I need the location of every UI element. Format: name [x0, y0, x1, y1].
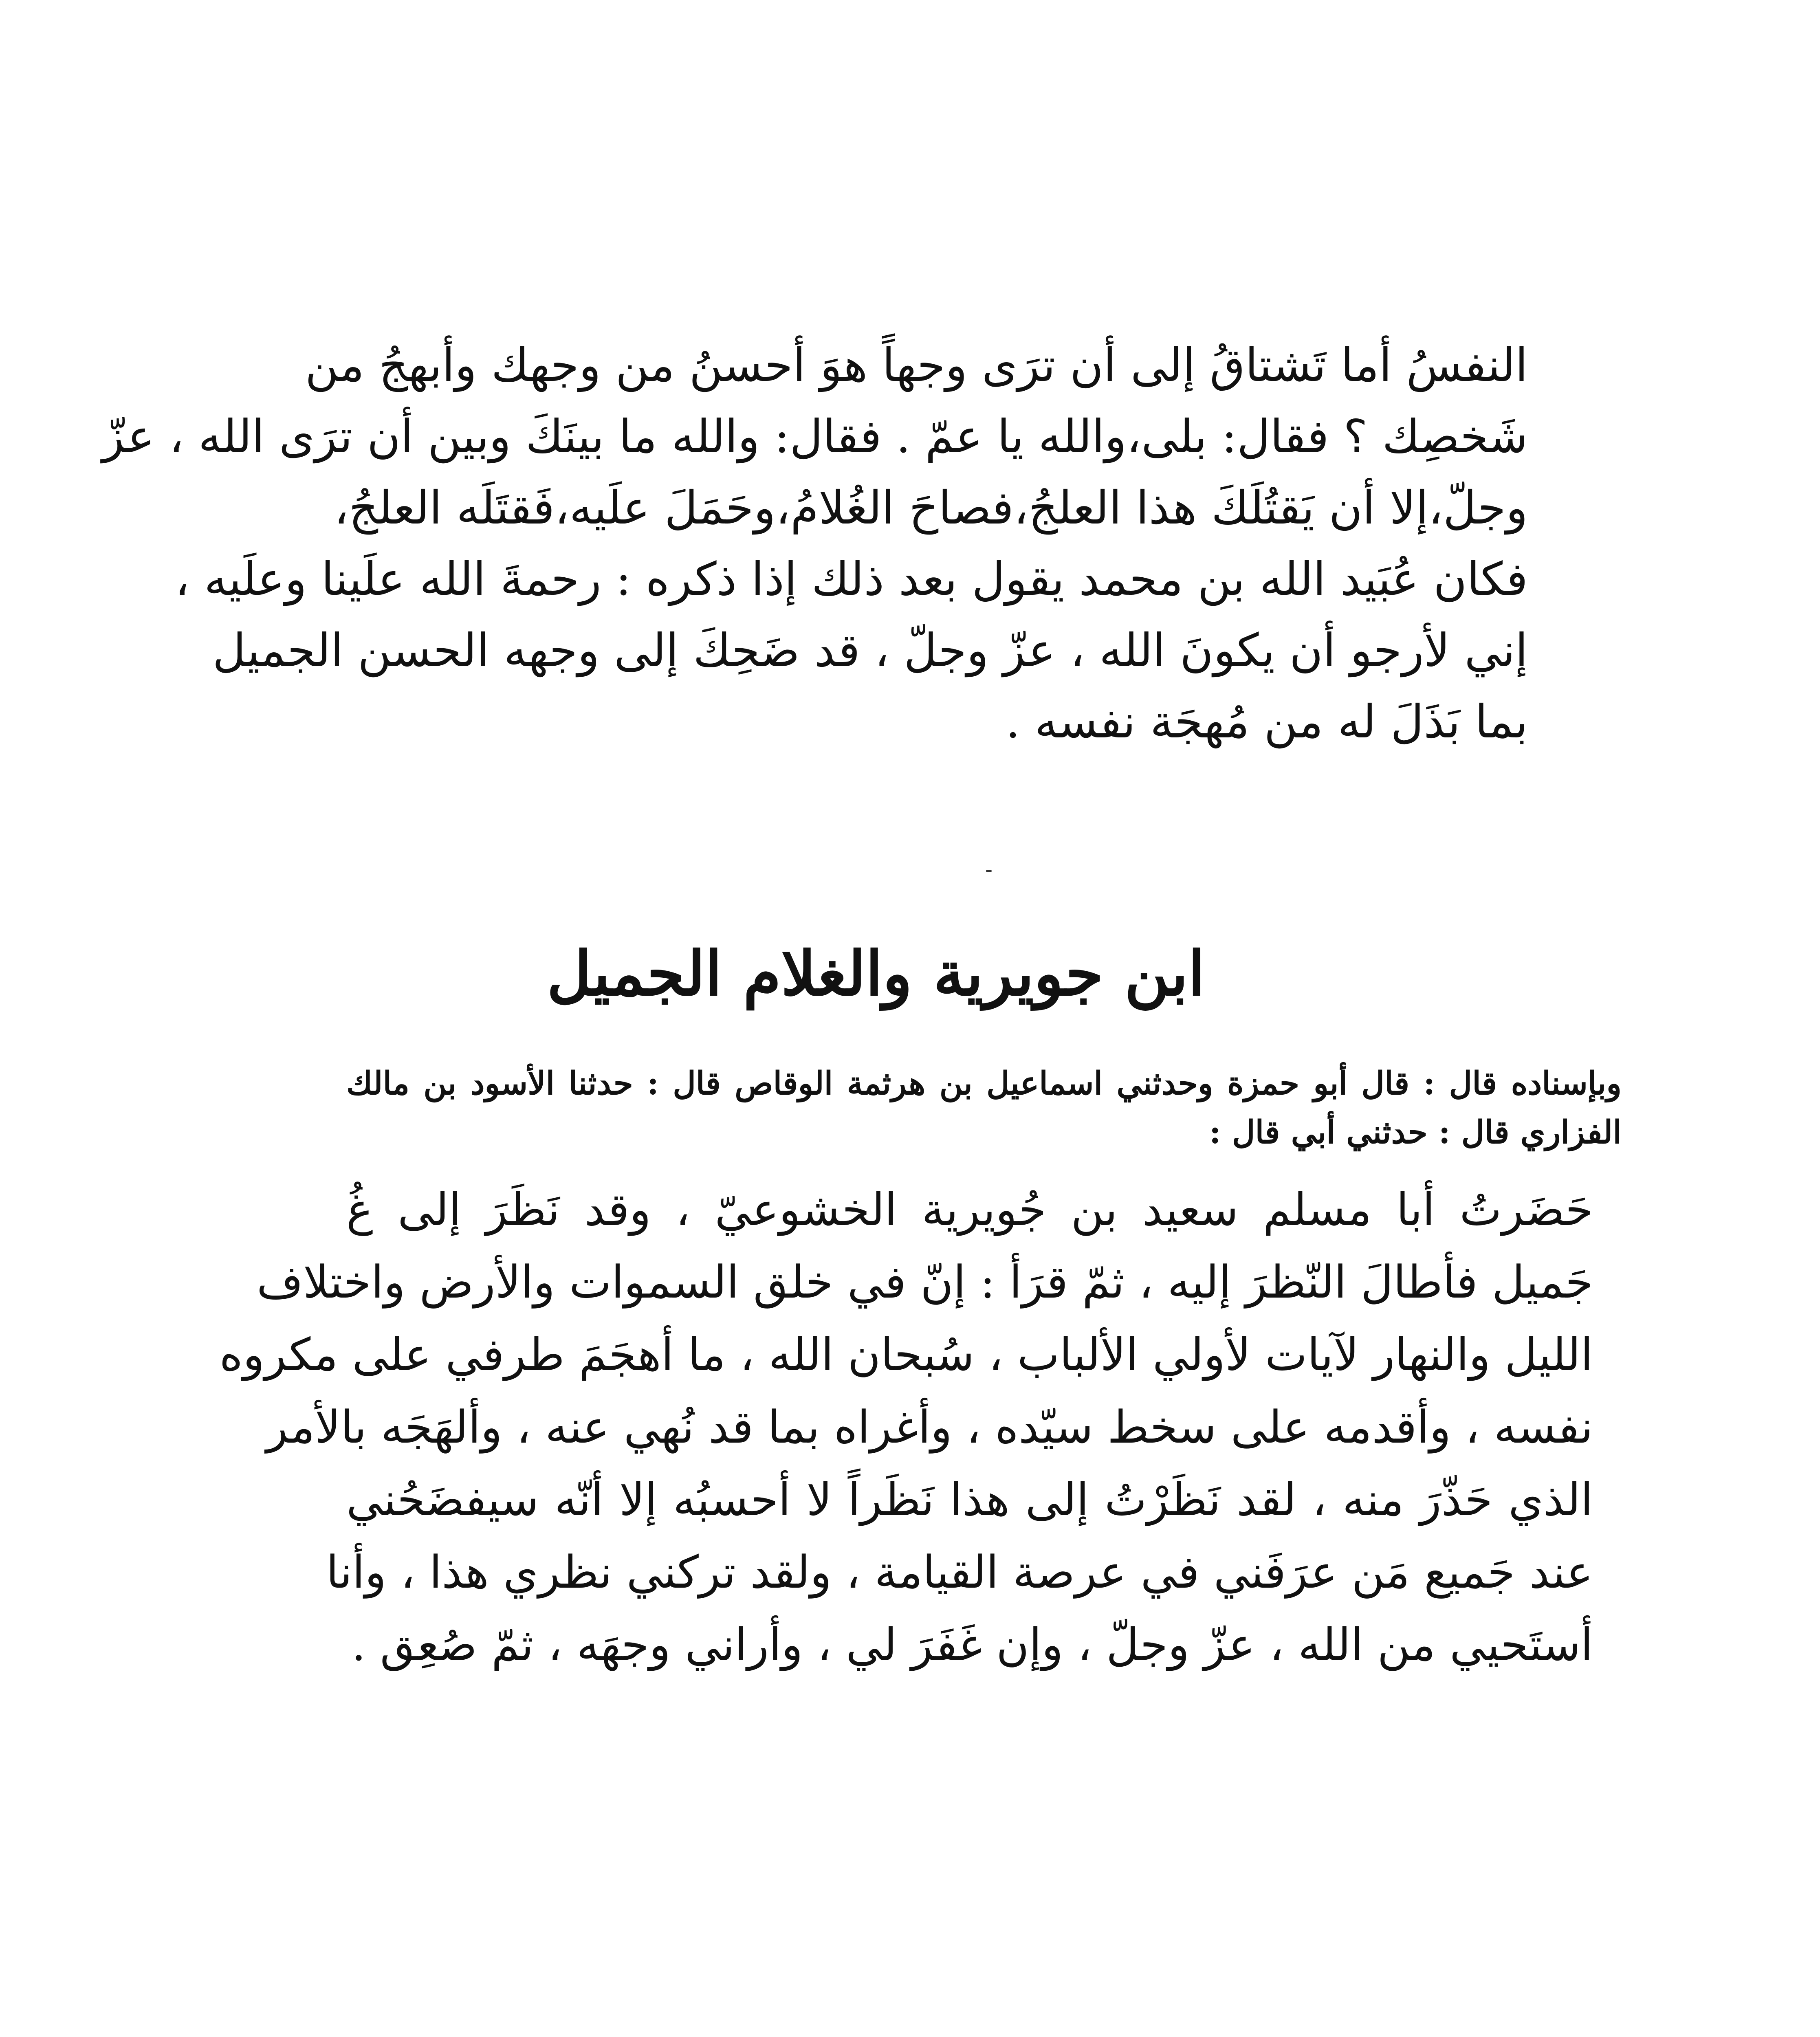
- text-line: الليل والنهار لآيات لأولي الألباب ، سُبحان الله ، ما أهجَمَ طرفي على مكروه: [219, 1329, 1593, 1381]
- text-line: وجلّ،إلا أن يَقتُلَكَ هذا العلجُ،فصاحَ الغُلامُ،وحَمَلَ علَيه،فَقتَلَه العلجُ،: [334, 482, 1528, 535]
- isnad-line: الفزاري قال : حدثني أبي قال :: [1209, 1114, 1622, 1151]
- isnad-chain: [346, 1059, 1622, 1157]
- section-title: ابن جويرية والغلام الجميل: [547, 938, 1205, 1010]
- story-paragraph: [219, 1173, 1593, 1681]
- text-line: حَضَرتُ أبا مسلم سعيد بن جُويرية الخشوعيّ ، وقد نَظَرَ إلى غُ: [346, 1183, 1593, 1236]
- isnad-line: وبإسناده قال : قال أبو حمزة وحدثني اسماعيل بن هرثمة الوقاص قال : حدثنا الأسود بن مالك: [346, 1065, 1622, 1102]
- text-line: النفسُ أما تَشتاقُ إلى أن ترَى وجهاً هوَ أحسنُ من وجهك وأبهجُ من: [305, 339, 1528, 392]
- text-line: إني لأرجو أن يكونَ الله ، عزّ وجلّ ، قد ضَحِكَ إلى وجهه الحسن الجميل: [212, 624, 1528, 677]
- text-line: عند جَميع مَن عرَفَني في عرصة القيامة ، ولقد تركني نظري هذا ، وأنا: [326, 1546, 1593, 1598]
- text-line: شَخصِك ؟ فقال: بلى،والله يا عمّ . فقال: والله ما بينَكَ وبين أن ترَى الله ، عزّ: [102, 410, 1528, 463]
- text-line: نفسه ، وأقدمه على سخط سيّده ، وأغراه بما قد نُهي عنه ، وألهَجَه بالأمر: [266, 1401, 1593, 1453]
- text-line: الذي حَذّرَ منه ، لقد نَظَرْتُ إلى هذا نَظَراً لا أحسبُه إلا أنّه سيفضَحُني: [346, 1474, 1593, 1526]
- text-line: بما بَذَلَ له من مُهجَة نفسه .: [1006, 695, 1528, 748]
- text-line: جَميل فأطالَ النّظرَ إليه ، ثمّ قرَأ : إنّ في خلق السموات والأرض واختلاف: [257, 1256, 1593, 1308]
- section-divider: [986, 870, 992, 872]
- text-line: فكان عُبَيد الله بن محمد يقول بعد ذلك إذا ذكره : رحمةَ الله علَينا وعلَيه ،: [175, 553, 1528, 606]
- text-line: أستَحيي من الله ، عزّ وجلّ ، وإن غَفَرَ لي ، وأراني وجهَه ، ثمّ صُعِق .: [351, 1619, 1593, 1671]
- top-paragraph: [102, 330, 1528, 758]
